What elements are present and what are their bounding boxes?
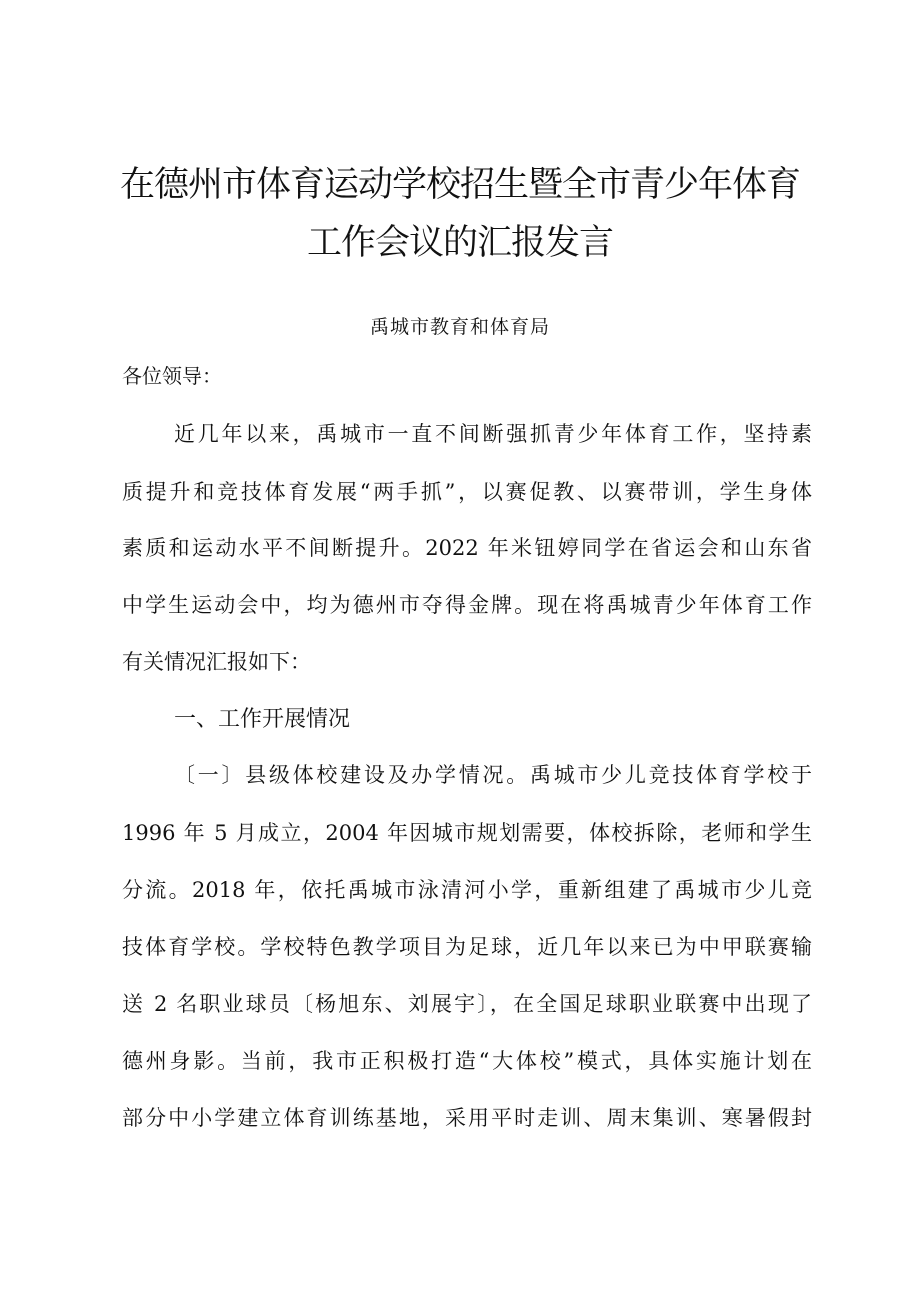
salutation: 各位领导：: [122, 364, 222, 388]
paragraph-line: 有关情况汇报如下：: [122, 650, 311, 674]
author-organization: 禹城市教育和体育局: [369, 316, 550, 338]
paragraph-line: 质提升和竞技体育发展“两手抓”，以赛促教、以赛带训，学生身体: [122, 480, 812, 504]
paragraph-line: 技体育学校。学校特色教学项目为足球，近几年以来已为中甲联赛输: [122, 935, 812, 959]
paragraph-line: 近几年以来，禹城市一直不间断强抓青少年体育工作，坚持素: [174, 422, 812, 446]
paragraph-line: 〔一〕县级体校建设及办学情况。禹城市少儿竞技体育学校于: [174, 763, 812, 787]
section-heading: 一、工作开展情况: [174, 707, 351, 732]
paragraph-line: 1996 年 5 月成立，2004 年因城市规划需要，体校拆除，老师和学生: [122, 821, 812, 845]
paragraph-line: 分流。2018 年，依托禹城市泳清河小学，重新组建了禹城市少儿竞: [122, 878, 812, 902]
paragraph-line: 送 2 名职业球员〔杨旭东、刘展宇〕，在全国足球职业联赛中出现了: [122, 992, 812, 1016]
document-title-line-2: 工作会议的汇报发言: [306, 223, 613, 263]
paragraph-line: 素质和运动水平不间断提升。2022 年米钮婷同学在省运会和山东省: [122, 536, 812, 560]
paragraph-line: 德州身影。当前，我市正积极打造“大体校”模式，具体实施计划在: [122, 1049, 812, 1073]
document-title-line-1: 在德州市体育运动学校招生暨全市青少年体育: [119, 165, 800, 205]
paragraph-line: 部分中小学建立体育训练基地，采用平时走训、周末集训、寒暑假封: [122, 1106, 812, 1130]
paragraph-line: 中学生运动会中，均为德州市夺得金牌。现在将禹城青少年体育工作: [122, 593, 812, 617]
